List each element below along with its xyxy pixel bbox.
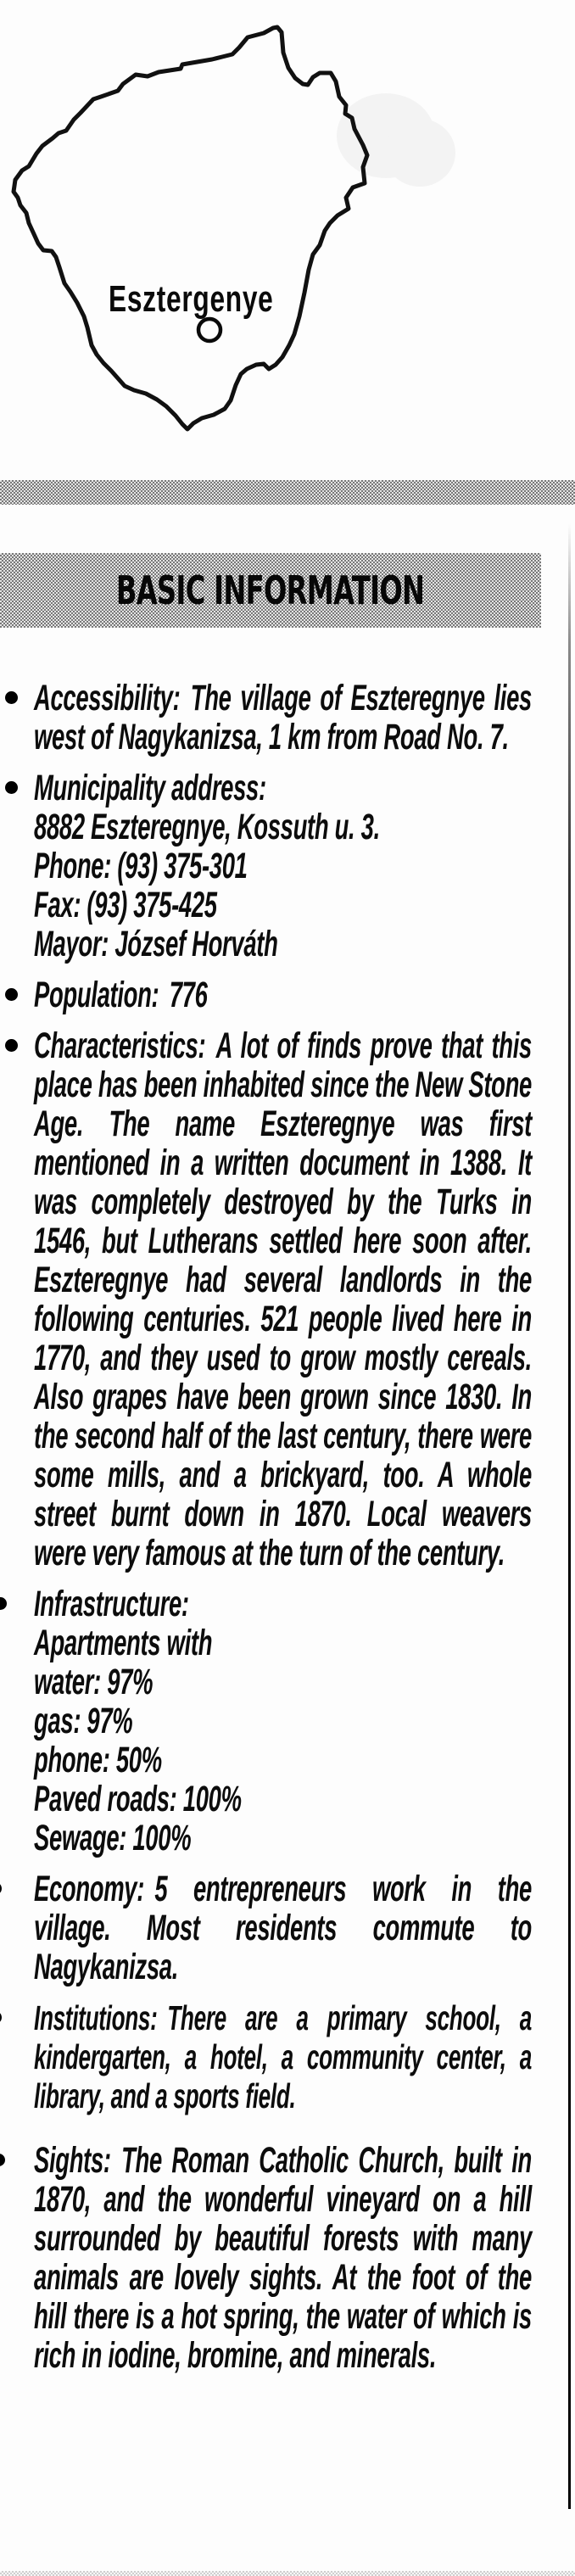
- infrastructure-line: Apartments with: [34, 1623, 213, 1663]
- mayor-line: Mayor: József Horváth: [34, 924, 278, 964]
- village-boundary-outline: [14, 27, 367, 429]
- item-body: A lot of finds prove that this place has been inhabited since the New Stone Age. The name Eszteregnye was first mentioned in a written document in 1388. It was completely destroyed by the Turks in 1546, but Lutherans settled here soon after. Eszteregnye had several landlords in the following centuries. 521 people lived here in 1770, and they used to grow mostly cereals. Also grapes have been grown since 1830. In the second half of the last century, there were some mills, and a brickyard, too. A whole street burnt down in 1870. Local weavers were very famous at the turn of the century.: [34, 1025, 532, 1573]
- map-label: Esztergenye: [109, 277, 274, 321]
- item-label: Characteristics:: [34, 1025, 206, 1066]
- infrastructure-text: [34, 1584, 532, 1858]
- characteristics-text: [34, 1026, 532, 1573]
- item-label: Sights:: [34, 2140, 111, 2181]
- list-item-economy: [0, 1869, 575, 1986]
- item-body: The Roman Catholic Church, built in 1870, and the wonderful vineyard on a hill surrounded by beautiful forests with many animals are lovely sights. At the foot of the hill there is a hot spring, the water of which is rich in iodine, bromine, and minerals.: [34, 2140, 532, 2376]
- accessibility-text: [34, 679, 532, 757]
- list-item-accessibility: [0, 679, 575, 757]
- municipality-address-text: [34, 768, 532, 964]
- list-item-institutions: [0, 1998, 575, 2115]
- bottom-scan-edge: [0, 2571, 575, 2576]
- village-map: [0, 0, 575, 480]
- paved-roads-line: Paved roads: 100%: [34, 1779, 242, 1819]
- bullet-icon: [5, 781, 18, 794]
- scan-smudge: [384, 119, 455, 187]
- item-label: Accessibility:: [34, 678, 181, 718]
- list-item-population: [0, 975, 575, 1014]
- item-body: There are a primary school, a kindergarten, a hotel, a community center, a library, and a sports field.: [34, 1998, 532, 2115]
- sights-text: [34, 2141, 532, 2375]
- gas-line: gas: 97%: [34, 1701, 133, 1741]
- bullet-icon: [0, 1597, 7, 1610]
- sewage-line: Sewage: 100%: [34, 1818, 192, 1858]
- phone-line: Phone: (93) 375-301: [34, 846, 248, 886]
- economy-text: [34, 1869, 532, 1986]
- water-line: water: 97%: [34, 1662, 154, 1702]
- bullet-icon: [0, 2011, 2, 2024]
- item-label: Population:: [34, 975, 159, 1015]
- fax-line: Fax: (93) 375-425: [34, 885, 217, 925]
- list-item-sights: [0, 2141, 575, 2375]
- list-item-municipality-address: [0, 768, 575, 964]
- item-body: 776: [169, 975, 208, 1015]
- item-body: 5 entrepreneurs work in the village. Most residents commute to Nagykanizsa.: [34, 1869, 532, 1987]
- divider-band: [0, 480, 575, 505]
- address-line: 8882 Eszteregnye, Kossuth u. 3.: [34, 807, 380, 847]
- item-label: Institutions:: [34, 1998, 158, 2037]
- bullet-icon: [5, 1039, 18, 1052]
- item-body: The village of Eszteregnye lies west of Nagykanizsa, 1 km from Road No. 7.: [34, 678, 532, 757]
- village-marker-icon: [198, 319, 221, 341]
- bullet-icon: [0, 1882, 2, 1895]
- page-title: BASIC INFORMATION: [116, 567, 425, 613]
- bullet-icon: [0, 2154, 5, 2166]
- item-label: Municipality address:: [34, 768, 266, 808]
- institutions-text: [34, 1998, 532, 2115]
- item-label: Infrastructure:: [34, 1584, 189, 1624]
- bullet-icon: [5, 988, 18, 1001]
- list-item-infrastructure: [0, 1584, 575, 1858]
- bullet-icon: [5, 691, 18, 704]
- population-text: [34, 975, 532, 1014]
- phone-pct-line: phone: 50%: [34, 1740, 162, 1780]
- page-edge-scan-line: [568, 523, 571, 2509]
- info-list: [0, 679, 575, 2387]
- list-item-characteristics: [0, 1026, 575, 1573]
- item-label: Economy:: [34, 1869, 145, 1909]
- section-header: [0, 553, 541, 628]
